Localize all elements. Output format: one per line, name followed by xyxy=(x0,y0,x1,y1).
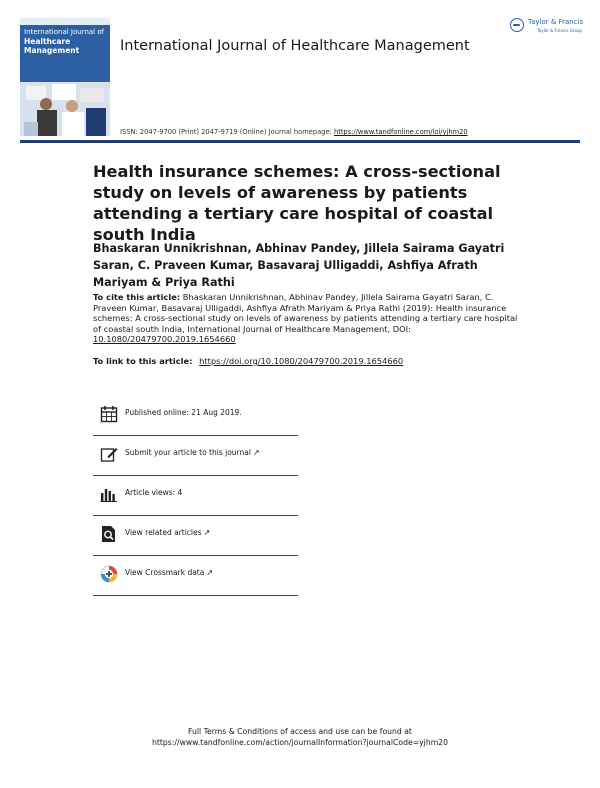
article-link-line xyxy=(93,356,403,366)
link-label: To link to this article: xyxy=(93,356,193,366)
cover-journal-line1: International Journal of xyxy=(24,28,105,36)
crossmark-link[interactable] xyxy=(125,568,213,577)
article-info-list xyxy=(93,396,298,596)
doi-link[interactable]: https://doi.org/10.1080/20479700.2019.1654660 xyxy=(199,356,404,366)
submit-article-link[interactable] xyxy=(125,448,260,457)
publisher-name: Taylor & Francis xyxy=(528,18,584,26)
journal-homepage-link[interactable]: https://www.tandfonline.com/loi/yjhm20 xyxy=(333,128,468,136)
cover-top-bar xyxy=(20,18,110,25)
cover-journal-name xyxy=(24,28,108,55)
crossmark-icon xyxy=(100,565,118,583)
article-title: Health insurance schemes: A cross-sectional study on levels of awareness by patients attending a tertiary care hospital of coastal south India xyxy=(93,162,501,244)
header-divider xyxy=(20,140,580,143)
crossmark-row[interactable] xyxy=(93,556,298,596)
publisher-logo-icon xyxy=(510,18,524,32)
crossmark-label: View Crossmark data xyxy=(125,568,205,577)
journal-cover-image xyxy=(20,18,110,136)
related-articles-row[interactable] xyxy=(93,516,298,556)
footer xyxy=(0,726,600,748)
article-authors: Bhaskaran Unnikrishnan, Abhinav Pandey, Jillela Sairama Gayatri Saran, C. Praveen Kumar, Basavaraj Ulligaddi, Ashfiya Afrath Mariyam & Priya Rathi xyxy=(93,242,505,289)
article-views-row xyxy=(93,476,298,516)
bar-chart-icon xyxy=(100,485,118,503)
issn-text: ISSN: 2047-9700 (Print) 2047-9719 (Online) Journal homepage: xyxy=(120,128,332,136)
footer-terms-text: Full Terms & Conditions of access and use can be found at xyxy=(188,727,412,736)
edit-icon xyxy=(100,445,118,463)
cite-doi-link[interactable]: 10.1080/20479700.2019.1654660 xyxy=(93,334,236,344)
journal-title: International Journal of Healthcare Management xyxy=(120,38,470,54)
published-row xyxy=(93,396,298,436)
article-views: Article views: 4 xyxy=(125,488,183,497)
citation-block xyxy=(93,292,523,345)
published-date: Published online: 21 Aug 2019. xyxy=(125,408,242,417)
issn-line xyxy=(120,128,468,136)
external-link-icon: ↗ xyxy=(203,528,211,537)
cite-label: To cite this article: xyxy=(93,292,181,302)
publisher-logo xyxy=(510,17,585,39)
cover-journal-line2: Healthcare Management xyxy=(24,37,80,55)
cite-text: Bhaskaran Unnikrishnan, Abhinav Pandey, Jillela Sairama Gayatri Saran, C. Praveen Kumar, Basavaraj Ulligaddi, Ashfiya Afrath Mariyam & Priya Rathi (2019): Health insurance schemes: A cross-sectional study on levels of awareness by patients attending a tertiary care hospital of coastal south India, International Journal of Healthcare Management, DOI: xyxy=(93,292,518,334)
submit-article-row[interactable] xyxy=(93,436,298,476)
external-link-icon: ↗ xyxy=(206,568,214,577)
submit-article-label: Submit your article to this journal xyxy=(125,448,251,457)
footer-terms-link[interactable]: https://www.tandfonline.com/action/journalInformation?journalCode=yjhm20 xyxy=(152,738,448,747)
related-articles-link[interactable] xyxy=(125,528,210,537)
search-document-icon xyxy=(100,525,118,543)
calendar-icon xyxy=(100,405,118,423)
publisher-subname: Taylor & Francis Group xyxy=(537,28,582,33)
external-link-icon: ↗ xyxy=(252,448,260,457)
related-articles-label: View related articles xyxy=(125,528,202,537)
cover-photo xyxy=(20,62,110,136)
